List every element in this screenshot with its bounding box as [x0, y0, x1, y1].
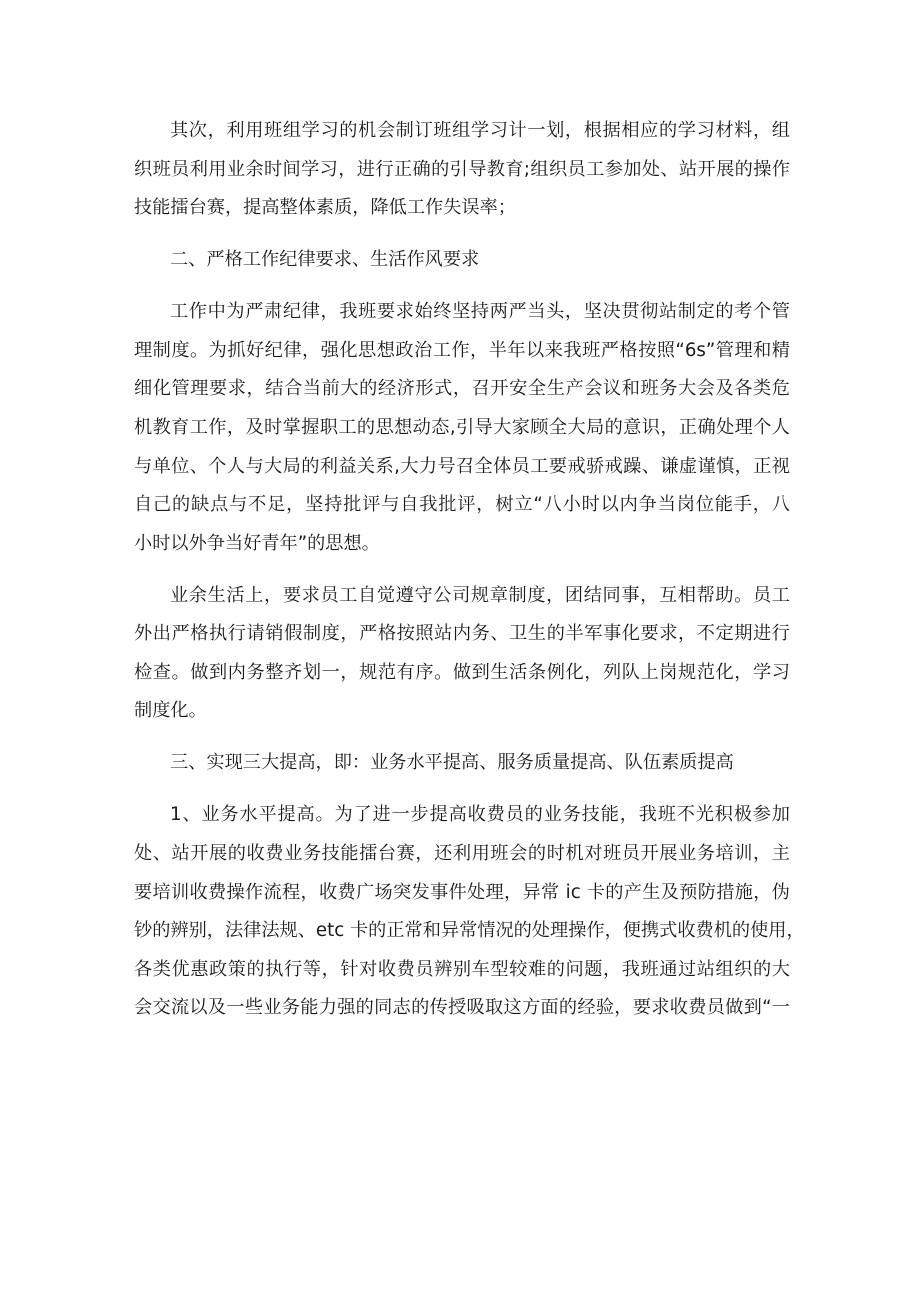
document-body	[134, 112, 805, 1041]
paragraph-work-discipline	[134, 293, 790, 563]
text-line: 外出严格执行请销假制度，严格按照站内务、卫生的半军事化要求，不定期进行	[134, 623, 790, 645]
text-line: 机教育工作，及时掌握职工的思想动态,引导大家顾全大局的意识，正确处理个人	[134, 416, 790, 438]
section-heading-discipline	[134, 241, 790, 280]
text-line: 工作中为严肃纪律，我班要求始终坚持两严当头，坚决贯彻站制定的考个管	[170, 301, 790, 323]
section-heading-three-improvements	[134, 744, 790, 783]
text-line: 业余生活上，要求员工自觉遵守公司规章制度，团结同事，互相帮助。员工	[170, 584, 790, 606]
text-line: 三、实现三大提高，即：业务水平提高、服务质量提高、队伍素质提高	[170, 752, 734, 774]
text-line: 钞的辨别，法律法规、etc 卡的正常和异常情况的处理操作，便携式收费机的使用，	[134, 920, 805, 942]
text-line: 检查。做到内务整齐划一，规范有序。做到生活条例化，列队上岗规范化，学习	[134, 661, 790, 683]
text-line: 制度化。	[134, 700, 207, 722]
text-line: 织班员利用业余时间学习，进行正确的引导教育;组织员工参加处、站开展的操作	[134, 158, 790, 180]
text-line: 理制度。为抓好纪律，强化思想政治工作，半年以来我班严格按照“6s”管理和精	[134, 339, 790, 361]
text-line: 1、业务水平提高。为了进一步提高收费员的业务技能，我班不光积极参加	[170, 804, 790, 826]
text-line: 自己的缺点与不足，坚持批评与自我批评，树立“八小时以内争当岗位能手，八	[134, 494, 790, 516]
text-line: 二、严格工作纪律要求、生活作风要求	[170, 249, 480, 271]
paragraph-business-level	[134, 796, 805, 1028]
text-line: 技能擂台赛，提高整体素质，降低工作失误率；	[134, 197, 516, 219]
text-line: 小时以外争当好青年”的思想。	[134, 532, 380, 554]
text-line: 处、站开展的收费业务技能擂台赛，还利用班会的时机对班员开展业务培训，主	[134, 843, 790, 865]
text-line: 其次，利用班组学习的机会制订班组学习计一划，根据相应的学习材料，组	[170, 120, 790, 141]
paragraph-study-plan	[134, 112, 790, 228]
text-line: 会交流以及一些业务能力强的同志的传授吸取这方面的经验，要求收费员做到“一	[134, 997, 790, 1019]
text-line: 细化管理要求，结合当前大的经济形式，召开安全生产会议和班务大会及各类危	[134, 378, 790, 400]
text-line: 与单位、个人与大局的利益关系,大力号召全体员工要戒骄戒躁、谦虚谨慎，正视	[134, 455, 790, 477]
paragraph-after-work-life	[134, 577, 790, 731]
text-line: 要培训收费操作流程，收费广场突发事件处理，异常 ic 卡的产生及预防措施，伪	[134, 881, 790, 903]
text-line: 各类优惠政策的执行等，针对收费员辨别车型较难的问题，我班通过站组织的大	[134, 958, 790, 980]
